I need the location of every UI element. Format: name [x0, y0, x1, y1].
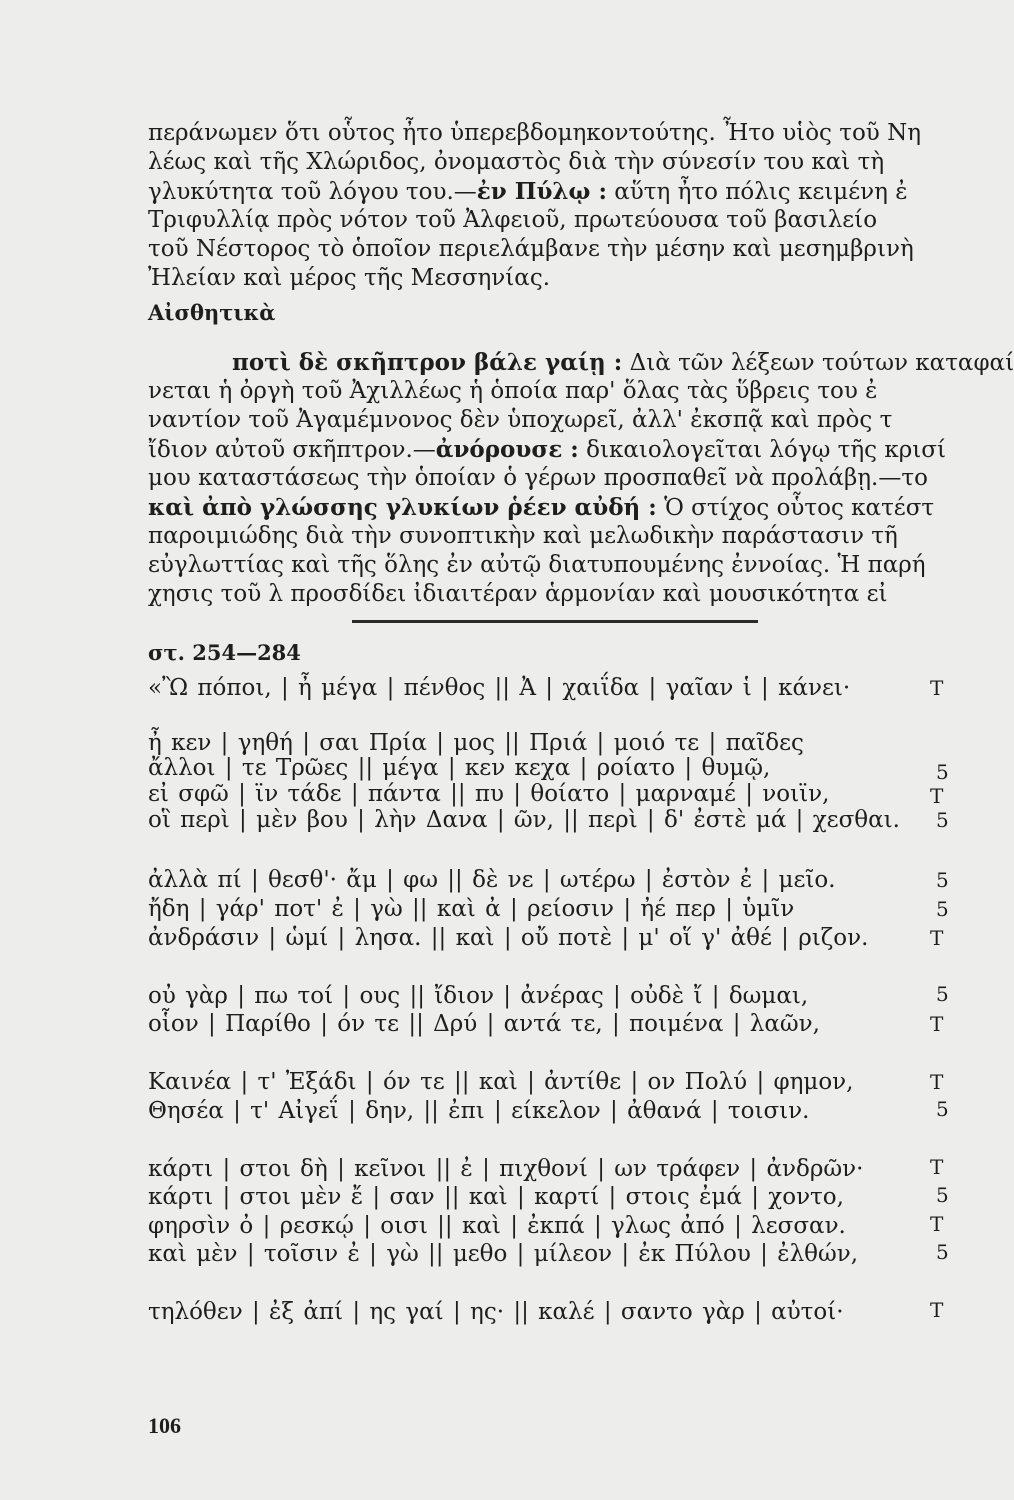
verse-heading: στ. 254—284: [148, 640, 301, 665]
aesthetics-line-2: νεται ἡ ὀργὴ τοῦ Ἀχιλλέως ἡ ὁποία παρ' ὅλας τὰς ὕβρεις του ἐ: [148, 378, 878, 404]
margin-mark-4: Τ: [930, 784, 944, 808]
margin-mark-14: 5: [936, 1183, 949, 1207]
verse-line-8: ἀνδράσιν | ὡμί | λησα. || καὶ | οὔ ποτὲ | μ' οἵ γ' ἀθέ | ριζον.: [148, 925, 869, 951]
verse-line-9: οὐ γὰρ | πω τοί | ους || ἴδιον | ἀνέρας | οὐδὲ ἴ | δωμαι,: [148, 983, 809, 1009]
margin-mark-7: 5: [936, 897, 949, 921]
intro-line-5: τοῦ Νέστορος τὸ ὁποῖον περιελάμβανε τὴν μέσην καὶ μεσημβρινὴ: [148, 236, 914, 262]
bold-lemma-1: ποτὶ δὲ σκῆπτρον βάλε γαίῃ :: [232, 349, 623, 376]
margin-mark-3: 5: [936, 760, 949, 784]
intro-line-1: περάνωμεν ὅτι οὗτος ἦτο ὑπερεβδομηκοντούτης. Ἦτο υἱὸς τοῦ Νη: [148, 120, 922, 146]
verse-line-12: Θησέα | τ' Αἰγεΐ | δην, || ἐπι | είκελον | ἀθανά | τοισιν.: [148, 1098, 810, 1124]
verse-line-6: ἀλλὰ πί | θεσθ'· ἄμ | φω || δὲ νε | ωτέρω | ἐστὸν ἐ | μεῖο.: [148, 867, 836, 893]
margin-mark-1: Τ: [930, 676, 944, 700]
intro-line-3-start: γλυκύτητα τοῦ λόγου του.—: [148, 179, 477, 205]
aesthetics-line-4-start: ἴδιον αὐτοῦ σκῆπτρον.—: [148, 437, 436, 463]
aesthetics-line-9: χησις τοῦ λ προσδίδει ἰδιαιτέραν ἁρμονίαν καὶ μουσικότητα εἰ: [148, 581, 888, 607]
margin-mark-17: Τ: [930, 1298, 944, 1322]
margin-mark-5: 5: [936, 808, 949, 832]
aesthetics-line-8: εὐγλωττίας καὶ τῆς ὅλης ἐν αὐτῷ διατυπουμένης ἐννοίας. Ἡ παρή: [148, 552, 926, 578]
aesthetics-line-5: μου καταστάσεως τὴν ὁποίαν ὁ γέρων προσπαθεῖ νὰ προλάβῃ.—το: [148, 465, 928, 491]
intro-line-6: Ἠλείαν καὶ μέρος τῆς Μεσσηνίας.: [148, 265, 551, 291]
margin-mark-6: 5: [936, 868, 949, 892]
intro-line-3-tail: αὕτη ἦτο πόλις κειμένη ἐ: [606, 179, 908, 205]
margin-mark-13: Τ: [930, 1155, 944, 1179]
page-number: 106: [148, 1413, 181, 1438]
margin-mark-8: Τ: [930, 926, 944, 950]
margin-mark-12: 5: [936, 1097, 949, 1121]
verse-line-5: οἳ περὶ | μὲν βου | λὴν Δανα | ῶν, || περὶ | δ' ἐστὲ μά | χεσθαι.: [148, 807, 900, 833]
verse-line-13: κάρτι | στοι δὴ | κεῖνοι || ἐ | πιχθονί | ων τράφεν | ἀνδρῶν·: [148, 1156, 864, 1182]
verse-line-4: εἰ σφῶ | ϊν τάδε | πάντα || πυ | θοίατο | μαρναμέ | νοιϊν,: [148, 781, 830, 807]
aesthetics-line-3: ναντίον τοῦ Ἀγαμέμνονος δὲν ὑποχωρεῖ, ἀλλ' ἐκσπᾷ καὶ πρὸς τ: [148, 407, 893, 433]
verse-line-10: οἷον | Παρίθο | όν τε || Δρύ | αντά τε, | ποιμένα | λαῶν,: [148, 1011, 820, 1037]
aesthetics-line-1: [148, 348, 1014, 377]
aesthetics-line-4-rest: δικαιολογεῖται λόγῳ τῆς κρισί: [578, 437, 946, 463]
aesthetics-paragraph: [148, 348, 1014, 609]
bold-lemma-3: καὶ ἀπὸ γλώσσης γλυκίων ῥέεν αὐδή :: [148, 494, 657, 521]
verse-line-2: ἦ κεν | γηθή | σαι Πρία | μος || Πριά | μοιό τε | παῖδες: [148, 730, 804, 756]
verse-line-3: ἄλλοι | τε Τρῶες || μέγα | κεν κεχα | ροίατο | θυμῷ,: [148, 755, 771, 781]
aesthetics-line-1-rest: Διὰ τῶν λέξεων τούτων καταφαί: [622, 350, 1014, 376]
margin-mark-9: 5: [936, 982, 949, 1006]
verse-line-17: τηλόθεν | ἐξ ἀπί | ης γαί | ης· || καλέ | σαντο γὰρ | αὐτοί·: [148, 1299, 844, 1325]
aesthetics-line-4: [148, 435, 948, 464]
aesthetics-line-6-rest: Ὁ στίχος οὗτος κατέστ: [656, 495, 935, 521]
aesthetics-line-7: παροιμιώδης διὰ τὴν συνοπτικὴν καὶ μελωδικὴν παράστασιν τῆ: [148, 523, 898, 549]
intro-line-4: Τριφυλλίᾳ πρὸς νότον τοῦ Ἀλφειοῦ, πρωτεύουσα τοῦ βασιλείο: [148, 207, 878, 233]
verse-line-7: ἤδη | γάρ' ποτ' ἐ | γὼ || καὶ ἀ | ρείοσιν | ἠέ περ | ὑμῖν: [148, 896, 795, 922]
bold-lemma-2: ἀνόρουσε :: [435, 436, 579, 463]
section-heading: Αἰσθητικὰ: [148, 300, 276, 325]
intro-bold-phrase: ἐν Πύλῳ :: [476, 178, 607, 205]
intro-paragraph: [148, 119, 948, 293]
verse-line-16: καὶ μὲν | τοῖσιν ἐ | γὼ || μεθο | μίλεον | ἐκ Πύλου | ἐλθών,: [148, 1241, 859, 1267]
verse-line-11: Καινέα | τ' Ἐξάδι | όν τε || καὶ | ἀντίθε | ον Πολύ | φημον,: [148, 1069, 854, 1095]
verse-line-1: «Ὢ πόποι, | ἦ μέγα | πένθος || Ἀ | χαιΐδα | γαῖαν ἱ | κάνει·: [148, 675, 851, 701]
intro-line-3: [148, 177, 948, 206]
aesthetics-line-6: [148, 493, 948, 522]
verse-line-14: κάρτι | στοι μὲν ἔ | σαν || καὶ | καρτί | στοις ἐμά | χοντο,: [148, 1184, 844, 1210]
margin-mark-15: Τ: [930, 1212, 944, 1236]
intro-line-2: λέως καὶ τῆς Χλώριδος, ὀνομαστὸς διὰ τὴν σύνεσίν του καὶ τὴ: [148, 149, 885, 175]
section-divider: [352, 620, 758, 623]
margin-mark-16: 5: [936, 1240, 949, 1264]
verse-line-15: φηρσὶν ὀ | ρεσκῴ | οισι || καὶ | ἐκπά | γλως ἀπό | λεσσαν.: [148, 1213, 846, 1239]
margin-mark-11: Τ: [930, 1070, 944, 1094]
margin-mark-10: Τ: [930, 1012, 944, 1036]
